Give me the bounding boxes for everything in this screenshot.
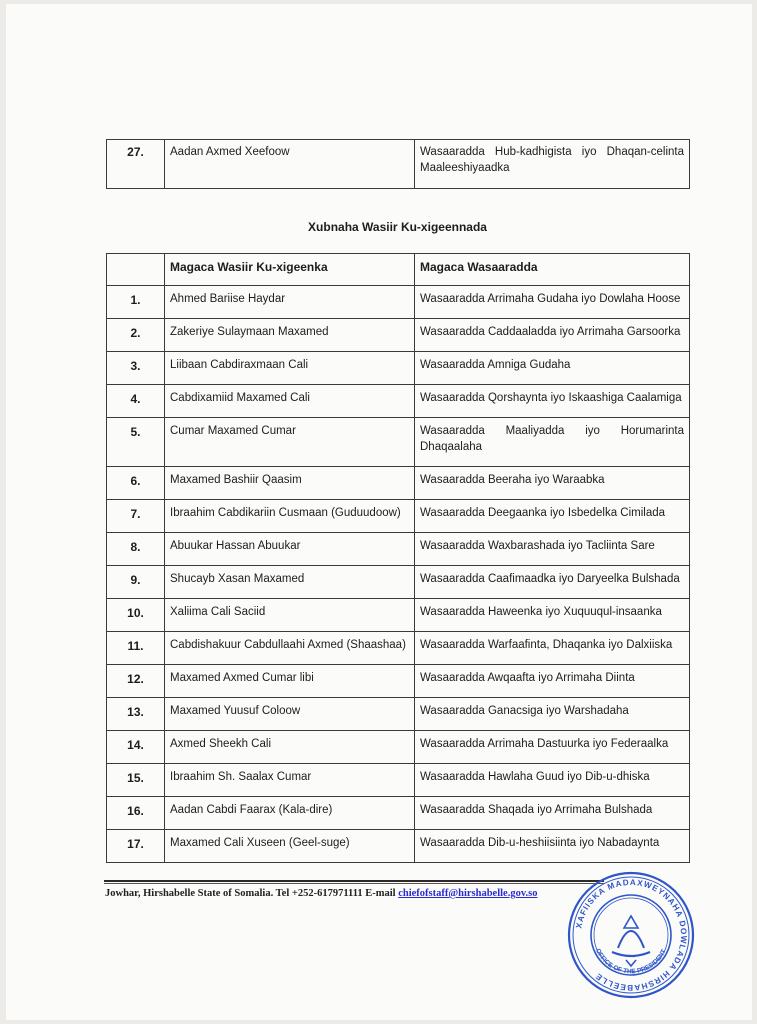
stamp-inner-text: OFFICE OF THE PRESIDENT [593, 947, 668, 976]
minister-name: Aadan Cabdi Faarax (Kala-dire) [165, 797, 415, 830]
table-row [107, 319, 690, 352]
ministry-name: Wasaaradda Haweenka iyo Xuquuqul-insaanka [415, 599, 690, 632]
table-header-row [107, 254, 690, 286]
ministry-name: Wasaaradda Arrimaha Dastuurka iyo Federaalka [415, 731, 690, 764]
minister-name: Ahmed Bariise Haydar [165, 286, 415, 319]
ministry-name: Wasaaradda Caafimaadka iyo Daryeelka Bulshada [415, 566, 690, 599]
footer-email-link[interactable]: chiefofstaff@hirshabelle.gov.so [398, 888, 538, 899]
minister-name: Ibraahim Sh. Saalax Cumar [165, 764, 415, 797]
minister-name: Maxamed Cali Xuseen (Geel-suge) [165, 830, 415, 863]
header-ministry: Magaca Wasaaradda [415, 254, 690, 286]
minister-name: Cabdishakuur Cabdullaahi Axmed (Shaashaa) [165, 632, 415, 665]
ministry-name: Wasaaradda Dib-u-heshiisiinta iyo Nabadaynta [415, 830, 690, 863]
footer-rule [104, 880, 604, 882]
table-row [107, 764, 690, 797]
table-row [107, 286, 690, 319]
table-row [107, 500, 690, 533]
row-number: 2. [107, 319, 165, 352]
table-row [107, 467, 690, 500]
table-row [107, 599, 690, 632]
footer-contact [105, 888, 537, 899]
footer-rule-thin [104, 883, 604, 884]
minister-name: Shucayb Xasan Maxamed [165, 566, 415, 599]
row-number: 14. [107, 731, 165, 764]
ministry-name: Wasaaradda Maaliyadda iyo Horumarinta Dhaqaalaha [415, 418, 690, 467]
row-number: 8. [107, 533, 165, 566]
row-number: 15. [107, 764, 165, 797]
minister-name: Maxamed Bashiir Qaasim [165, 467, 415, 500]
row-number: 7. [107, 500, 165, 533]
footer-text: Jowhar, Hirshabelle State of Somalia. Tel +252-617971111 E-mail [105, 888, 399, 899]
row-number: 16. [107, 797, 165, 830]
row-number: 13. [107, 698, 165, 731]
minister-name: Aadan Axmed Xeefoow [165, 140, 415, 189]
row-number: 4. [107, 385, 165, 418]
table-row [107, 731, 690, 764]
minister-name: Liibaan Cabdiraxmaan Cali [165, 352, 415, 385]
table-row [107, 797, 690, 830]
table-row [107, 385, 690, 418]
row-number: 17. [107, 830, 165, 863]
ministry-name: Wasaaradda Hub-kadhigista iyo Dhaqan-celinta Maaleeshiyaadka [415, 140, 690, 189]
table-row [107, 418, 690, 467]
section-title: Xubnaha Wasiir Ku-xigeennada [308, 220, 487, 234]
minister-name: Zakeriye Sulaymaan Maxamed [165, 319, 415, 352]
row-number: 27. [107, 140, 165, 189]
table-row [107, 830, 690, 863]
table-row [107, 352, 690, 385]
presidential-seal-stamp [566, 866, 696, 1004]
ministry-name: Wasaaradda Awqaafta iyo Arrimaha Diinta [415, 665, 690, 698]
row-number: 11. [107, 632, 165, 665]
ministry-name: Wasaaradda Beeraha iyo Waraabka [415, 467, 690, 500]
minister-name: Abuukar Hassan Abuukar [165, 533, 415, 566]
ministry-name: Wasaaradda Waxbarashada iyo Tacliinta Sare [415, 533, 690, 566]
ministry-name: Wasaaradda Ganacsiga iyo Warshadaha [415, 698, 690, 731]
row-number: 3. [107, 352, 165, 385]
table-row [107, 140, 690, 189]
minister-name: Cabdixamiid Maxamed Cali [165, 385, 415, 418]
minister-name: Cumar Maxamed Cumar [165, 418, 415, 467]
deputy-ministers-table [106, 253, 690, 863]
minister-name: Maxamed Axmed Cumar libi [165, 665, 415, 698]
row-number: 6. [107, 467, 165, 500]
table-row [107, 698, 690, 731]
row-number: 1. [107, 286, 165, 319]
ministry-name: Wasaaradda Qorshaynta iyo Iskaashiga Caalamiga [415, 385, 690, 418]
ministry-name: Wasaaradda Shaqada iyo Arrimaha Bulshada [415, 797, 690, 830]
table-row [107, 665, 690, 698]
stamp-outer-text: XAFIISKA MADAXWEYNAHA DOWLADA HIRSHABEELLE [574, 877, 689, 993]
header-name: Magaca Wasiir Ku-xigeenka [165, 254, 415, 286]
ministry-name: Wasaaradda Warfaafinta, Dhaqanka iyo Dalxiiska [415, 632, 690, 665]
continued-minister-table [106, 139, 690, 189]
row-number: 5. [107, 418, 165, 467]
ministry-name: Wasaaradda Hawlaha Guud iyo Dib-u-dhiska [415, 764, 690, 797]
ministry-name: Wasaaradda Arrimaha Gudaha iyo Dowlaha Hoose [415, 286, 690, 319]
ministry-name: Wasaaradda Caddaaladda iyo Arrimaha Garsoorka [415, 319, 690, 352]
row-number: 9. [107, 566, 165, 599]
minister-name: Ibraahim Cabdikariin Cusmaan (Guduudoow) [165, 500, 415, 533]
table-row [107, 632, 690, 665]
table-row [107, 566, 690, 599]
ministry-name: Wasaaradda Deegaanka iyo Isbedelka Cimilada [415, 500, 690, 533]
row-number: 10. [107, 599, 165, 632]
row-number: 12. [107, 665, 165, 698]
ministry-name: Wasaaradda Amniga Gudaha [415, 352, 690, 385]
header-number [107, 254, 165, 286]
minister-name: Maxamed Yuusuf Coloow [165, 698, 415, 731]
minister-name: Axmed Sheekh Cali [165, 731, 415, 764]
table-row [107, 533, 690, 566]
minister-name: Xaliima Cali Saciid [165, 599, 415, 632]
